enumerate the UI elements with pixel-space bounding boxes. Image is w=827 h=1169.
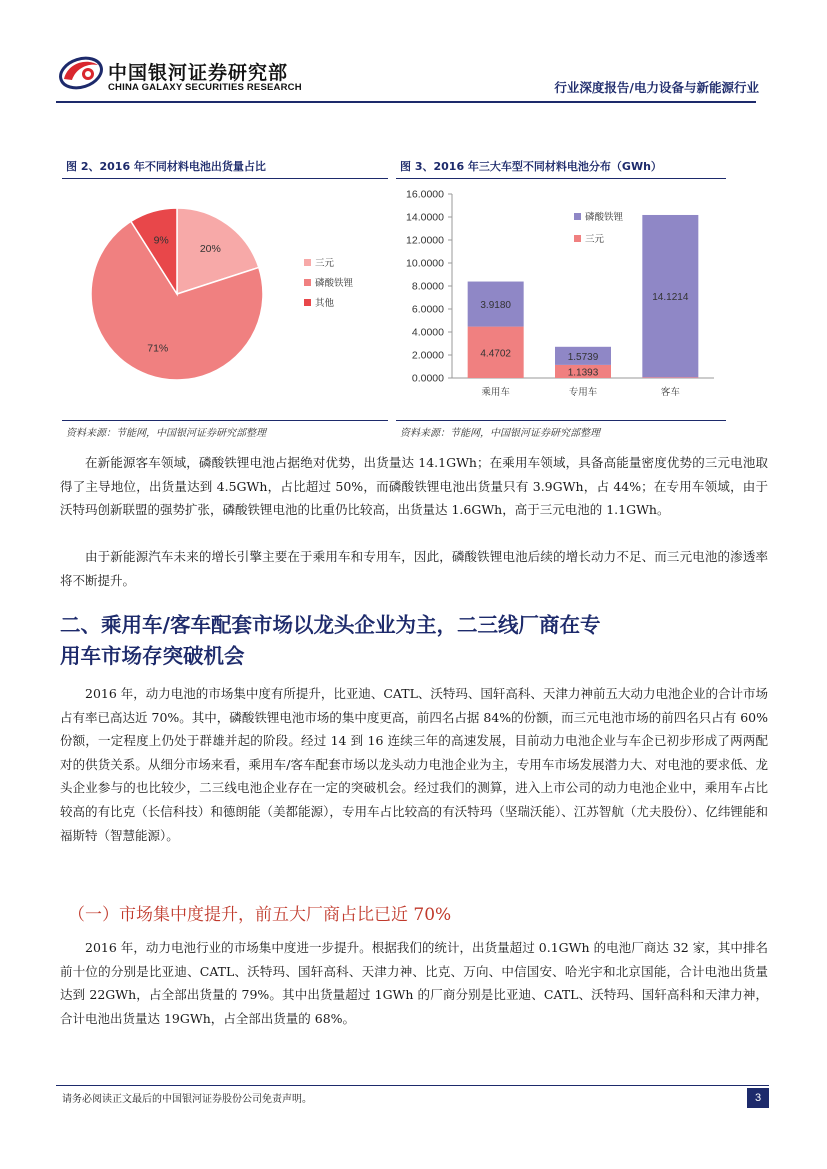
legend-swatch — [574, 235, 581, 242]
report-type: 行业深度报告/电力设备与新能源行业 — [554, 80, 759, 95]
bar-data-label: 14.1214 — [652, 292, 689, 304]
legend-swatch — [304, 259, 311, 266]
x-tick-label: 客车 — [660, 387, 680, 398]
legend-label: 三元 — [315, 258, 335, 269]
figure2-caption-rule — [62, 178, 388, 179]
y-tick-label: 10.0000 — [406, 257, 444, 270]
figure2-caption: 图 2、2016 年不同材料电池出货量占比 — [66, 160, 266, 173]
section-heading: 二、乘用车/客车配套市场以龙头企业为主，二三线厂商在专用车市场存突破机会 — [60, 613, 601, 668]
bar-data-label: 4.4702 — [480, 348, 511, 360]
figure2-source: 资料来源：节能网，中国银河证券研究部整理 — [66, 428, 266, 439]
bar-data-label: 1.5739 — [567, 351, 599, 363]
pie-data-label: 20% — [199, 243, 221, 256]
legend-label: 其他 — [315, 298, 335, 309]
brand-name-cn: 中国银河证券研究部 — [108, 62, 289, 84]
x-tick-label: 专用车 — [568, 387, 598, 398]
page-number: 3 — [747, 1088, 769, 1108]
y-tick-label: 0.0000 — [411, 372, 444, 385]
galaxy-logo-icon — [58, 54, 104, 92]
legend-label: 磷酸铁锂 — [585, 212, 624, 223]
y-tick-label: 16.0000 — [406, 188, 444, 201]
legend-label: 三元 — [585, 234, 605, 245]
y-tick-label: 8.0000 — [411, 280, 444, 293]
y-tick-label: 12.0000 — [406, 234, 444, 247]
legend-swatch — [304, 299, 311, 306]
y-tick-label: 6.0000 — [411, 303, 444, 316]
stacked-bar-chart — [396, 182, 728, 418]
figure3-caption-rule — [396, 178, 726, 179]
paragraph-1: 在新能源客车领域，磷酸铁锂电池占据绝对优势，出货量达 14.1GWh；在乘用车领域，具备高能量密度优势的三元电池取得了主导地位，出货量达到 4.5GWh，占比超过 50%，而磷酸铁锂电池出货量只有 3.9GWh，占 44%；在专用车领域，由于沃特玛创新联盟的强势扩张，磷酸铁锂电池的比重仍比较高，出货量达 1.6GWh，高于三元电池的 1.1GWh。 — [60, 455, 768, 518]
footer-divider — [56, 1085, 769, 1086]
subsection-heading: （一）市场集中度提升，前五大厂商占比已近 70% — [68, 905, 452, 925]
figure2-source-rule — [62, 420, 388, 421]
y-tick-label: 4.0000 — [411, 326, 444, 339]
figure3-source-rule — [396, 420, 726, 421]
bar-data-label: 1.1393 — [567, 367, 599, 379]
footer-disclaimer: 请务必阅读正文最后的中国银河证券股份公司免责声明。 — [62, 1094, 312, 1105]
paragraph-2: 由于新能源汽车未来的增长引擎主要在于乘用车和专用车，因此，磷酸铁锂电池后续的增长动力不足、而三元电池的渗透率将不断提升。 — [60, 549, 768, 588]
bar-data-label: 3.9180 — [480, 300, 511, 312]
paragraph-3: 2016 年，动力电池的市场集中度有所提升，比亚迪、CATL、沃特玛、国轩高科、天津力神前五大动力电池企业的合计市场占有率已高达近 70%。其中，磷酸铁锂电池市场的集中度更高，前四名占据 84%的份额，而三元电池市场的前四名只占有 60%份额，一定程度上仍处于群雄并起的阶段。经过 14 到 16 连续三年的高速发展，目前动力电池企业与车企已初步形成了两两配对的供货关系。从细分市场来看，乘用车/客车配套市场以龙头动力电池企业为主，专用车市场发展潜力大、对电池的要求低、龙头企业参与的也比较少，二三线电池企业存在一定的突破机会。经过我们的测算，进入上市公司的动力电池企业中，乘用车占比较高的有比克（长信科技）和德朗能（美都能源），专用车占比较高的有沃特玛（坚瑞沃能）、江苏智航（尤夫股份）、亿纬锂能和福斯特（智慧能源）。 — [60, 686, 768, 843]
pie-data-label: 9% — [153, 234, 169, 247]
x-tick-label: 乘用车 — [481, 387, 510, 398]
brand-name-en: CHINA GALAXY SECURITIES RESEARCH — [108, 82, 302, 93]
y-tick-label: 14.0000 — [406, 211, 444, 224]
y-tick-label: 2.0000 — [411, 349, 444, 362]
legend-label: 磷酸铁锂 — [315, 278, 354, 289]
header-divider — [56, 101, 756, 103]
paragraph-4: 2016 年，动力电池行业的市场集中度进一步提升。根据我们的统计，出货量超过 0.1GWh 的电池厂商达 32 家，其中排名前十位的分别是比亚迪、CATL、沃特玛、国轩高科、天津力神、比克、万向、中信国安、哈光宇和北京国能，合计电池出货量达到 22GWh，占全部出货量的 79%。其中出货量超过 1GWh 的厂商分别是比亚迪、CATL、沃特玛、国轩高科和天津力神，合计电池出货量达 19GWh，占全部出货量的 68%。 — [60, 940, 768, 1026]
pie-data-label: 71% — [147, 342, 169, 355]
legend-swatch — [574, 213, 581, 220]
legend-swatch — [304, 279, 311, 286]
figure3-source: 资料来源：节能网，中国银河证券研究部整理 — [400, 428, 600, 439]
figure3-caption: 图 3、2016 年三大车型不同材料电池分布（GWh） — [400, 160, 662, 173]
pie-chart — [62, 182, 392, 418]
